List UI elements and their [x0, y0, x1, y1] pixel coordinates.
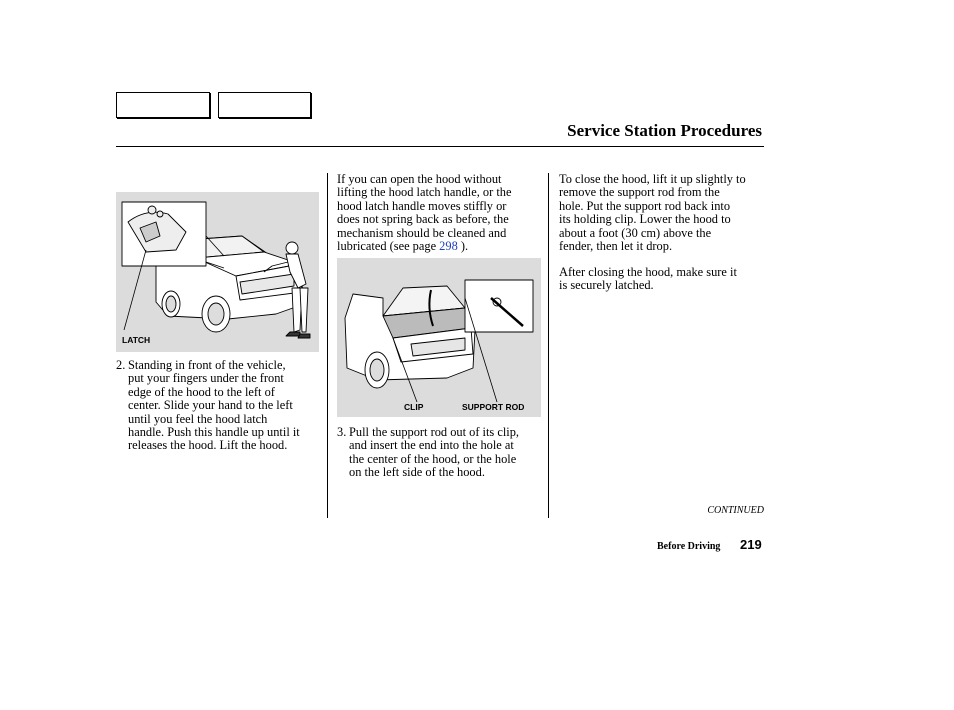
para-line: If you can open the hood without: [337, 172, 502, 186]
para-line: hole. Put the support rod back into: [559, 198, 731, 213]
clip-callout: CLIP: [404, 402, 424, 412]
step-2-line: releases the hood. Lift the hood.: [128, 438, 288, 453]
para-line: does not spring back as before, the: [337, 212, 509, 227]
step-2: [116, 359, 338, 453]
para-text: ).: [457, 239, 469, 254]
support-rod-figure: [337, 258, 541, 417]
column-divider-1: [327, 173, 328, 518]
para-line: lifting the hood latch handle, or the: [337, 185, 512, 200]
step-3: [337, 426, 559, 480]
hood-latch-figure: [116, 192, 319, 352]
closing-hood-paragraph: [559, 173, 769, 253]
para-line: about a foot (30 cm) above the: [559, 225, 712, 240]
para-line: is securely latched.: [559, 278, 654, 293]
step-2-line: handle. Push this handle up until it: [128, 425, 300, 440]
support-rod-illustration: [337, 258, 541, 417]
para-text: lubricated (see page: [337, 239, 440, 254]
step-2-line: until you feel the hood latch: [128, 411, 268, 426]
continued-label: CONTINUED: [707, 505, 764, 516]
latch-check-paragraph: [559, 266, 769, 293]
header-rule: [116, 146, 764, 147]
latch-maintenance-paragraph: [337, 173, 543, 253]
page-number: 219: [740, 537, 762, 552]
para-line-last: [337, 240, 543, 253]
step-3-line: the center of the hood, or the hole: [349, 451, 517, 466]
para-line: fender, then let it drop.: [559, 239, 673, 254]
latch-callout: LATCH: [122, 335, 151, 345]
step-3-number: 3.: [337, 425, 347, 439]
step-3-line: on the left side of the hood.: [349, 465, 485, 480]
page-title: Service Station Procedures: [567, 121, 762, 140]
para-line: To close the hood, lift it up slightly to: [559, 172, 746, 186]
para-line: remove the support rod from the: [559, 185, 720, 200]
step-3-line: and insert the end into the hole at: [349, 438, 514, 453]
vehicle-latch-illustration: [116, 192, 319, 352]
para-line: hood latch handle moves stiffly or: [337, 198, 507, 213]
step-2-line: Standing in front of the vehicle,: [128, 358, 286, 372]
step-2-line: put your fingers under the front: [128, 371, 284, 386]
page-298-link[interactable]: 298: [439, 239, 458, 254]
para-line: its holding clip. Lower the hood to: [559, 212, 731, 227]
support-rod-callout: SUPPORT ROD: [462, 402, 525, 412]
step-2-line: center. Slide your hand to the left: [128, 398, 293, 413]
para-line: After closing the hood, make sure it: [559, 265, 737, 279]
step-2-line: edge of the hood to the left of: [128, 384, 275, 399]
step-2-number: 2.: [116, 358, 126, 372]
nav-box-2[interactable]: [218, 92, 311, 118]
nav-box-1[interactable]: [116, 92, 210, 118]
step-3-line: Pull the support rod out of its clip,: [349, 425, 520, 439]
para-line: mechanism should be cleaned and: [337, 225, 507, 240]
footer-section-title: Before Driving: [657, 541, 721, 552]
